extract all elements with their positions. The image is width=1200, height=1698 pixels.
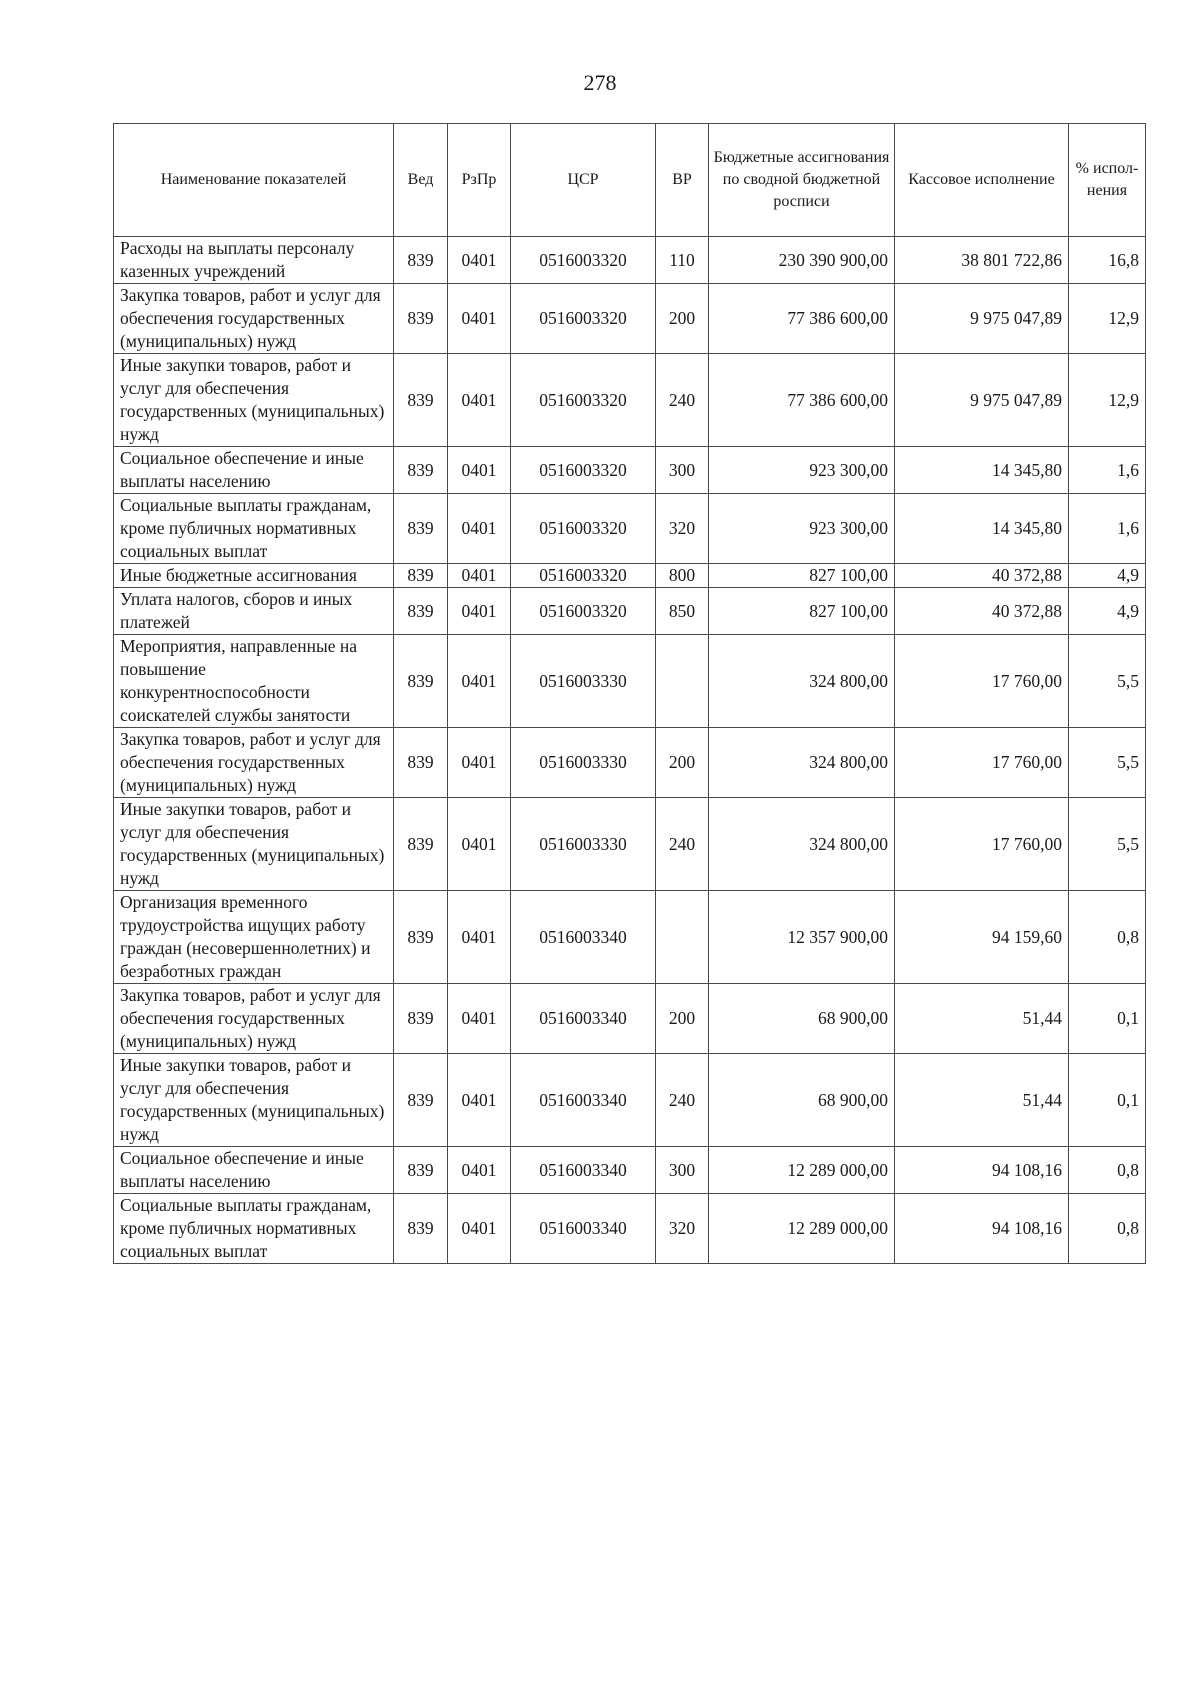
cell-name: Расходы на выплаты персоналу казенных учреждений <box>114 237 394 284</box>
cell-cash: 51,44 <box>895 984 1069 1054</box>
cell-budget: 827 100,00 <box>709 564 895 588</box>
cell-ved: 839 <box>394 494 448 564</box>
cell-csr: 0516003330 <box>511 728 656 798</box>
table-row <box>114 564 1146 588</box>
header-pct: % испол-нения <box>1069 124 1146 237</box>
cell-pct: 4,9 <box>1069 564 1146 588</box>
cell-cash: 14 345,80 <box>895 494 1069 564</box>
cell-cash: 51,44 <box>895 1054 1069 1147</box>
cell-name: Мероприятия, направленные на повышение конкурентноспособности соискателей службы занятости <box>114 635 394 728</box>
header-budget: Бюджетные ассигнования по сводной бюджетной росписи <box>709 124 895 237</box>
cell-ved: 839 <box>394 635 448 728</box>
cell-budget: 230 390 900,00 <box>709 237 895 284</box>
cell-name: Иные бюджетные ассигнования <box>114 564 394 588</box>
cell-csr: 0516003330 <box>511 798 656 891</box>
cell-ved: 839 <box>394 1194 448 1264</box>
cell-ved: 839 <box>394 354 448 447</box>
cell-cash: 94 108,16 <box>895 1147 1069 1194</box>
cell-vr: 850 <box>656 588 709 635</box>
header-row <box>114 124 1146 237</box>
cell-cash: 40 372,88 <box>895 564 1069 588</box>
cell-vr: 200 <box>656 728 709 798</box>
cell-name: Иные закупки товаров, работ и услуг для обеспечения государственных (муниципальных) нужд <box>114 1054 394 1147</box>
cell-cash: 40 372,88 <box>895 588 1069 635</box>
cell-rzpr: 0401 <box>448 588 511 635</box>
cell-cash: 94 159,60 <box>895 891 1069 984</box>
table-row <box>114 798 1146 891</box>
cell-ved: 839 <box>394 891 448 984</box>
cell-csr: 0516003320 <box>511 237 656 284</box>
cell-rzpr: 0401 <box>448 564 511 588</box>
cell-vr: 300 <box>656 1147 709 1194</box>
cell-csr: 0516003320 <box>511 447 656 494</box>
table-row <box>114 447 1146 494</box>
budget-table <box>113 123 1146 1264</box>
header-ved: Вед <box>394 124 448 237</box>
cell-rzpr: 0401 <box>448 494 511 564</box>
cell-csr: 0516003320 <box>511 494 656 564</box>
cell-csr: 0516003320 <box>511 564 656 588</box>
cell-rzpr: 0401 <box>448 1194 511 1264</box>
cell-cash: 17 760,00 <box>895 635 1069 728</box>
cell-cash: 9 975 047,89 <box>895 354 1069 447</box>
cell-vr: 300 <box>656 447 709 494</box>
cell-ved: 839 <box>394 284 448 354</box>
cell-pct: 12,9 <box>1069 284 1146 354</box>
cell-cash: 38 801 722,86 <box>895 237 1069 284</box>
table-body <box>114 237 1146 1264</box>
cell-name: Закупка товаров, работ и услуг для обеспечения государственных (муниципальных) нужд <box>114 728 394 798</box>
table-row <box>114 728 1146 798</box>
cell-name: Иные закупки товаров, работ и услуг для обеспечения государственных (муниципальных) нужд <box>114 798 394 891</box>
cell-budget: 324 800,00 <box>709 728 895 798</box>
cell-name: Уплата налогов, сборов и иных платежей <box>114 588 394 635</box>
cell-vr: 110 <box>656 237 709 284</box>
cell-budget: 827 100,00 <box>709 588 895 635</box>
cell-budget: 12 289 000,00 <box>709 1194 895 1264</box>
cell-rzpr: 0401 <box>448 447 511 494</box>
cell-rzpr: 0401 <box>448 635 511 728</box>
cell-rzpr: 0401 <box>448 798 511 891</box>
cell-vr: 200 <box>656 984 709 1054</box>
cell-rzpr: 0401 <box>448 284 511 354</box>
cell-budget: 12 289 000,00 <box>709 1147 895 1194</box>
cell-rzpr: 0401 <box>448 1147 511 1194</box>
cell-pct: 0,8 <box>1069 1147 1146 1194</box>
cell-vr <box>656 891 709 984</box>
cell-vr: 240 <box>656 354 709 447</box>
cell-name: Социальные выплаты гражданам, кроме публичных нормативных социальных выплат <box>114 494 394 564</box>
cell-pct: 12,9 <box>1069 354 1146 447</box>
cell-vr: 200 <box>656 284 709 354</box>
cell-budget: 12 357 900,00 <box>709 891 895 984</box>
table-row <box>114 354 1146 447</box>
cell-vr: 320 <box>656 1194 709 1264</box>
table-row <box>114 984 1146 1054</box>
cell-budget: 923 300,00 <box>709 494 895 564</box>
cell-vr: 800 <box>656 564 709 588</box>
cell-csr: 0516003340 <box>511 984 656 1054</box>
table-row <box>114 494 1146 564</box>
cell-budget: 324 800,00 <box>709 798 895 891</box>
table-row <box>114 891 1146 984</box>
cell-pct: 0,1 <box>1069 984 1146 1054</box>
cell-vr <box>656 635 709 728</box>
cell-csr: 0516003340 <box>511 891 656 984</box>
cell-pct: 1,6 <box>1069 494 1146 564</box>
table-row <box>114 237 1146 284</box>
header-name: Наименование показателей <box>114 124 394 237</box>
cell-cash: 17 760,00 <box>895 728 1069 798</box>
cell-rzpr: 0401 <box>448 1054 511 1147</box>
cell-pct: 5,5 <box>1069 635 1146 728</box>
cell-csr: 0516003340 <box>511 1194 656 1264</box>
table-row <box>114 635 1146 728</box>
cell-cash: 14 345,80 <box>895 447 1069 494</box>
cell-pct: 0,8 <box>1069 891 1146 984</box>
cell-ved: 839 <box>394 1054 448 1147</box>
cell-ved: 839 <box>394 564 448 588</box>
table-row <box>114 1147 1146 1194</box>
table-row <box>114 588 1146 635</box>
cell-pct: 1,6 <box>1069 447 1146 494</box>
cell-cash: 9 975 047,89 <box>895 284 1069 354</box>
cell-vr: 240 <box>656 1054 709 1147</box>
cell-name: Социальное обеспечение и иные выплаты населению <box>114 447 394 494</box>
cell-budget: 68 900,00 <box>709 1054 895 1147</box>
cell-pct: 4,9 <box>1069 588 1146 635</box>
table-header <box>114 124 1146 237</box>
cell-budget: 324 800,00 <box>709 635 895 728</box>
cell-vr: 320 <box>656 494 709 564</box>
page-number: 278 <box>583 70 617 95</box>
cell-pct: 5,5 <box>1069 798 1146 891</box>
cell-rzpr: 0401 <box>448 237 511 284</box>
cell-rzpr: 0401 <box>448 984 511 1054</box>
cell-csr: 0516003340 <box>511 1147 656 1194</box>
cell-ved: 839 <box>394 728 448 798</box>
cell-rzpr: 0401 <box>448 728 511 798</box>
cell-ved: 839 <box>394 798 448 891</box>
table-row <box>114 1054 1146 1147</box>
cell-vr: 240 <box>656 798 709 891</box>
cell-rzpr: 0401 <box>448 891 511 984</box>
cell-pct: 16,8 <box>1069 237 1146 284</box>
table-row <box>114 1194 1146 1264</box>
cell-pct: 0,1 <box>1069 1054 1146 1147</box>
cell-budget: 68 900,00 <box>709 984 895 1054</box>
cell-name: Социальное обеспечение и иные выплаты населению <box>114 1147 394 1194</box>
table-row <box>114 284 1146 354</box>
cell-csr: 0516003330 <box>511 635 656 728</box>
cell-cash: 94 108,16 <box>895 1194 1069 1264</box>
cell-ved: 839 <box>394 447 448 494</box>
cell-name: Закупка товаров, работ и услуг для обеспечения государственных (муниципальных) нужд <box>114 284 394 354</box>
cell-ved: 839 <box>394 237 448 284</box>
cell-budget: 77 386 600,00 <box>709 354 895 447</box>
header-rzpr: РзПр <box>448 124 511 237</box>
cell-csr: 0516003320 <box>511 284 656 354</box>
cell-name: Организация временного трудоустройства ищущих работу граждан (несовершеннолетних) и безработных граждан <box>114 891 394 984</box>
header-csr: ЦСР <box>511 124 656 237</box>
cell-csr: 0516003320 <box>511 354 656 447</box>
cell-ved: 839 <box>394 588 448 635</box>
cell-name: Закупка товаров, работ и услуг для обеспечения государственных (муниципальных) нужд <box>114 984 394 1054</box>
cell-csr: 0516003340 <box>511 1054 656 1147</box>
cell-rzpr: 0401 <box>448 354 511 447</box>
cell-ved: 839 <box>394 1147 448 1194</box>
cell-pct: 5,5 <box>1069 728 1146 798</box>
cell-csr: 0516003320 <box>511 588 656 635</box>
cell-pct: 0,8 <box>1069 1194 1146 1264</box>
header-vr: ВР <box>656 124 709 237</box>
header-cash: Кассовое исполнение <box>895 124 1069 237</box>
cell-cash: 17 760,00 <box>895 798 1069 891</box>
cell-budget: 923 300,00 <box>709 447 895 494</box>
cell-budget: 77 386 600,00 <box>709 284 895 354</box>
cell-ved: 839 <box>394 984 448 1054</box>
cell-name: Социальные выплаты гражданам, кроме публичных нормативных социальных выплат <box>114 1194 394 1264</box>
cell-name: Иные закупки товаров, работ и услуг для обеспечения государственных (муниципальных) нужд <box>114 354 394 447</box>
